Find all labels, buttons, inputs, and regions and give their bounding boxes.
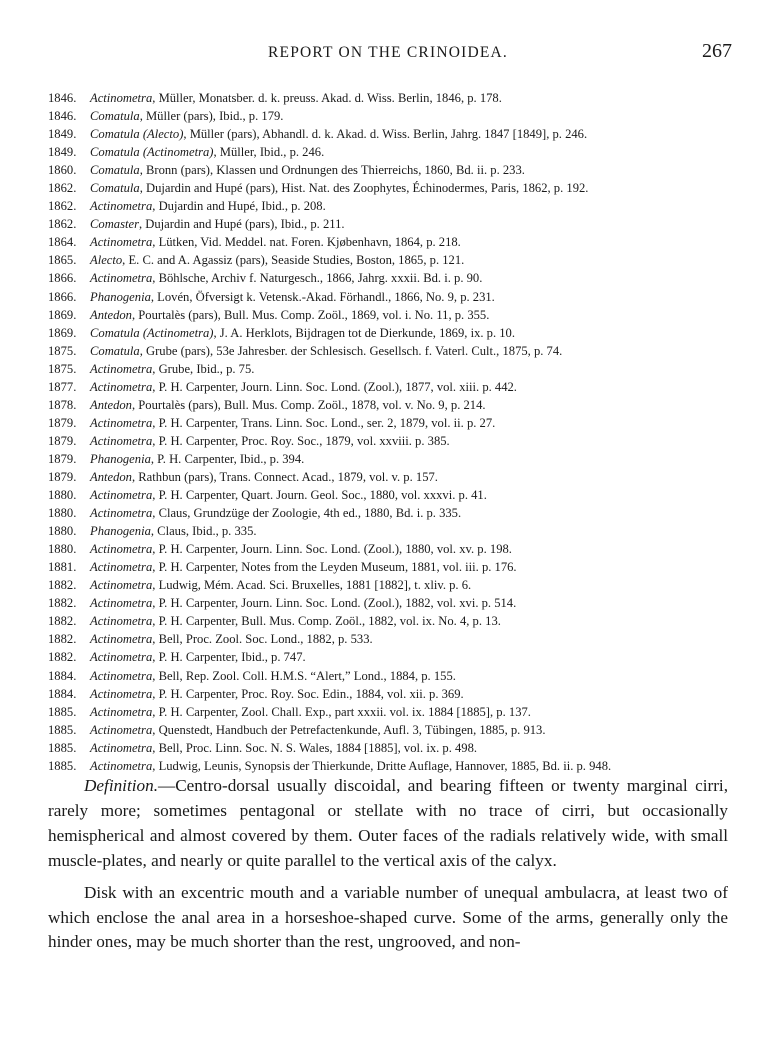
reference-genus: Comatula [90,181,140,196]
reference-entry [48,288,738,306]
reference-entry [48,667,738,685]
reference-citation: , P. H. Carpenter, Bull. Mus. Comp. Zoöl., 1882, vol. ix. No. 4, p. 13. [152,614,501,629]
reference-citation: , Grube, Ibid., p. 75. [152,361,255,376]
reference-entry [48,504,738,522]
reference-entry [48,594,738,612]
reference-genus: Alecto [90,253,123,268]
reference-citation: , P. H. Carpenter, Journ. Linn. Soc. Lond. (Zool.), 1882, vol. xvi. p. 514. [152,596,517,611]
reference-citation: , Müller (pars), Ibid., p. 179. [139,109,284,124]
reference-year: 1866. [48,271,77,286]
reference-entry [48,540,738,558]
reference-entry [48,685,738,703]
page-header [0,40,776,68]
reference-citation: , Ludwig, Mém. Acad. Sci. Bruxelles, 1881 [1882], t. xliv. p. 6. [152,578,472,593]
reference-entry [48,721,738,739]
reference-citation: , Bronn (pars), Klassen und Ordnungen des Thierreichs, 1860, Bd. ii. p. 233. [139,163,525,178]
reference-citation: , Ludwig, Leunis, Synopsis der Thierkunde, Dritte Auflage, Hannover, 1885, Bd. ii. p. 948. [152,758,612,773]
reference-citation: , Pourtalès (pars), Bull. Mus. Comp. Zoöl., 1869, vol. i. No. 11, p. 355. [131,307,490,322]
reference-year: 1862. [48,217,77,232]
reference-entry [48,233,738,251]
reference-year: 1866. [48,289,77,304]
reference-genus: Antedon [90,307,132,322]
reference-genus: Actinometra [90,578,153,593]
reference-citation: , Rathbun (pars), Trans. Connect. Acad., 1879, vol. v. p. 157. [131,469,438,484]
reference-year: 1865. [48,253,77,268]
reference-genus: Actinometra [90,722,153,737]
reference-entry [48,125,738,143]
reference-year: 1885. [48,722,77,737]
synonymy-list [48,89,738,775]
reference-genus: Comaster [90,217,139,232]
reference-genus: Actinometra [90,271,153,286]
reference-entry [48,648,738,666]
reference-genus: Antedon [90,469,132,484]
reference-year: 1882. [48,596,77,611]
reference-genus: Actinometra [90,433,153,448]
reference-year: 1879. [48,433,77,448]
definition-paragraph [48,774,728,874]
reference-entry [48,414,738,432]
reference-year: 1877. [48,379,77,394]
reference-year: 1849. [48,145,77,160]
reference-year: 1881. [48,560,77,575]
reference-year: 1880. [48,488,77,503]
definition-section [48,774,728,962]
reference-entry [48,161,738,179]
reference-year: 1879. [48,469,77,484]
reference-entry [48,197,738,215]
reference-citation: , Bell, Rep. Zool. Coll. H.M.S. “Alert,” Lond., 1884, p. 155. [152,668,456,683]
reference-entry [48,324,738,342]
reference-citation: , Grube (pars), 53e Jahresber. der Schlesisch. Gesellsch. f. Vaterl. Cult., 1875, p. 74. [139,343,563,358]
reference-citation: , Müller, Ibid., p. 246. [213,145,325,160]
reference-citation: , P. H. Carpenter, Proc. Roy. Soc. Edin., 1884, vol. xii. p. 369. [152,686,464,701]
reference-genus: Actinometra [90,740,153,755]
reference-entry [48,432,738,450]
reference-entry [48,396,738,414]
reference-year: 1882. [48,578,77,593]
reference-year: 1875. [48,343,77,358]
reference-genus: Actinometra [90,488,153,503]
reference-entry [48,306,738,324]
reference-citation: , Dujardin and Hupé (pars), Ibid., p. 211. [138,217,345,232]
reference-entry [48,757,738,775]
reference-citation: , Dujardin and Hupé (pars), Hist. Nat. des Zoophytes, Échinodermes, Paris, 1862, p. 192. [139,181,589,196]
reference-year: 1869. [48,307,77,322]
reference-year: 1884. [48,668,77,683]
reference-year: 1879. [48,451,77,466]
reference-year: 1880. [48,506,77,521]
reference-entry [48,143,738,161]
reference-genus: Actinometra [90,704,153,719]
page-number: 267 [702,40,732,62]
reference-genus: Phanogenia [90,524,151,539]
reference-year: 1885. [48,740,77,755]
reference-citation: , Müller (pars), Abhandl. d. k. Akad. d. Wiss. Berlin, Jahrg. 1847 [1849], p. 246. [183,127,588,142]
reference-year: 1862. [48,199,77,214]
reference-genus: Phanogenia [90,451,151,466]
reference-entry [48,378,738,396]
reference-year: 1882. [48,632,77,647]
reference-genus: Actinometra [90,199,153,214]
reference-year: 1849. [48,127,77,142]
reference-citation: , P. H. Carpenter, Trans. Linn. Soc. Lond., ser. 2, 1879, vol. ii. p. 27. [152,415,496,430]
reference-genus: Comatula [90,109,140,124]
reference-entry [48,360,738,378]
reference-entry [48,450,738,468]
reference-year: 1846. [48,91,77,105]
reference-entry [48,179,738,197]
reference-citation: , Böhlsche, Archiv f. Naturgesch., 1866, Jahrg. xxxii. Bd. i. p. 90. [152,271,483,286]
reference-genus: Comatula (Actinometra) [90,325,214,340]
reference-citation: , P. H. Carpenter, Quart. Journ. Geol. Soc., 1880, vol. xxxvi. p. 41. [152,488,487,503]
reference-genus: Actinometra [90,650,153,665]
reference-year: 1860. [48,163,77,178]
reference-genus: Actinometra [90,379,153,394]
reference-genus: Comatula (Alecto) [90,127,184,142]
reference-genus: Antedon [90,397,132,412]
reference-genus: Phanogenia [90,289,151,304]
reference-citation: , Dujardin and Hupé, Ibid., p. 208. [152,199,326,214]
reference-entry [48,703,738,721]
reference-year: 1882. [48,650,77,665]
reference-citation: , P. H. Carpenter, Notes from the Leyden Museum, 1881, vol. iii. p. 176. [152,560,517,575]
reference-genus: Actinometra [90,361,153,376]
reference-genus: Actinometra [90,614,153,629]
reference-entry [48,342,738,360]
reference-year: 1862. [48,181,77,196]
reference-citation: , Lovén, Öfversigt k. Vetensk.-Akad. Förhandl., 1866, No. 9, p. 231. [150,289,495,304]
reference-entry [48,486,738,504]
reference-genus: Actinometra [90,506,153,521]
reference-entry [48,630,738,648]
reference-genus: Actinometra [90,596,153,611]
reference-citation: , Lütken, Vid. Meddel. nat. Foren. Kjøbenhavn, 1864, p. 218. [152,235,461,250]
reference-citation: , Claus, Ibid., p. 335. [150,524,257,539]
reference-citation: , P. H. Carpenter, Journ. Linn. Soc. Lond. (Zool.), 1880, vol. xv. p. 198. [152,542,512,557]
reference-citation: , Bell, Proc. Zool. Soc. Lond., 1882, p. 533. [152,632,373,647]
reference-citation: , Quenstedt, Handbuch der Petrefactenkunde, Aufl. 3, Tübingen, 1885, p. 913. [152,722,546,737]
reference-year: 1878. [48,397,77,412]
reference-entry [48,522,738,540]
reference-genus: Actinometra [90,91,153,105]
reference-citation: , Müller, Monatsber. d. k. preuss. Akad. d. Wiss. Berlin, 1846, p. 178. [152,91,502,105]
reference-citation: , Pourtalès (pars), Bull. Mus. Comp. Zoöl., 1878, vol. v. No. 9, p. 214. [131,397,486,412]
reference-genus: Actinometra [90,542,153,557]
reference-year: 1879. [48,415,77,430]
reference-genus: Comatula [90,163,140,178]
reference-citation: , P. H. Carpenter, Journ. Linn. Soc. Lond. (Zool.), 1877, vol. xiii. p. 442. [152,379,517,394]
reference-year: 1846. [48,109,77,124]
reference-year: 1880. [48,524,77,539]
reference-genus: Comatula (Actinometra) [90,145,214,160]
disk-paragraph: Disk with an excentric mouth and a variable number of unequal ambulacra, at least two of which enclose the anal area in a horseshoe-shaped curve. Some of the arms, generally only the hinder ones, may be much shorter than the rest, ungrooved, and non- [48,882,728,952]
reference-entry [48,576,738,594]
definition-text: —Centro-dorsal usually discoidal, and bearing fifteen or twenty marginal cirri, rarely more; sometimes pentagonal or stellate with no trace of cirri, but occasionally hemispherical and almost covered by them. Outer faces of the radials relatively wide, with small muscle-plates, and nearly or quite parallel to the vertical axis of the calyx. [48,776,728,870]
reference-entry [48,251,738,269]
reference-entry [48,739,738,757]
reference-year: 1884. [48,686,77,701]
definition-lead: Definition. [84,776,158,795]
reference-entry [48,612,738,630]
reference-year: 1882. [48,614,77,629]
reference-genus: Comatula [90,343,140,358]
reference-citation: , P. H. Carpenter, Ibid., p. 394. [150,451,305,466]
reference-citation: , E. C. and A. Agassiz (pars), Seaside Studies, Boston, 1865, p. 121. [122,253,465,268]
reference-year: 1885. [48,704,77,719]
running-title: REPORT ON THE CRINOIDEA. [268,44,508,61]
reference-year: 1864. [48,235,77,250]
reference-citation: , J. A. Herklots, Bijdragen tot de Dierkunde, 1869, ix. p. 10. [213,325,515,340]
reference-entry [48,468,738,486]
reference-citation: , P. H. Carpenter, Proc. Roy. Soc., 1879, vol. xxviii. p. 385. [152,433,450,448]
reference-genus: Actinometra [90,235,153,250]
reference-year: 1869. [48,325,77,340]
reference-year: 1880. [48,542,77,557]
reference-year: 1875. [48,361,77,376]
reference-genus: Actinometra [90,758,153,773]
reference-citation: , P. H. Carpenter, Zool. Chall. Exp., part xxxii. vol. ix. 1884 [1885], p. 137. [152,704,531,719]
reference-genus: Actinometra [90,560,153,575]
reference-citation: , Bell, Proc. Linn. Soc. N. S. Wales, 1884 [1885], vol. ix. p. 498. [152,740,478,755]
reference-genus: Actinometra [90,668,153,683]
reference-genus: Actinometra [90,632,153,647]
reference-genus: Actinometra [90,686,153,701]
reference-entry [48,558,738,576]
reference-citation: , P. H. Carpenter, Ibid., p. 747. [152,650,306,665]
reference-genus: Actinometra [90,415,153,430]
reference-entry [48,89,738,107]
reference-year: 1885. [48,758,77,773]
reference-entry [48,269,738,287]
reference-citation: , Claus, Grundzüge der Zoologie, 4th ed., 1880, Bd. i. p. 335. [152,506,462,521]
reference-entry [48,107,738,125]
reference-entry [48,215,738,233]
